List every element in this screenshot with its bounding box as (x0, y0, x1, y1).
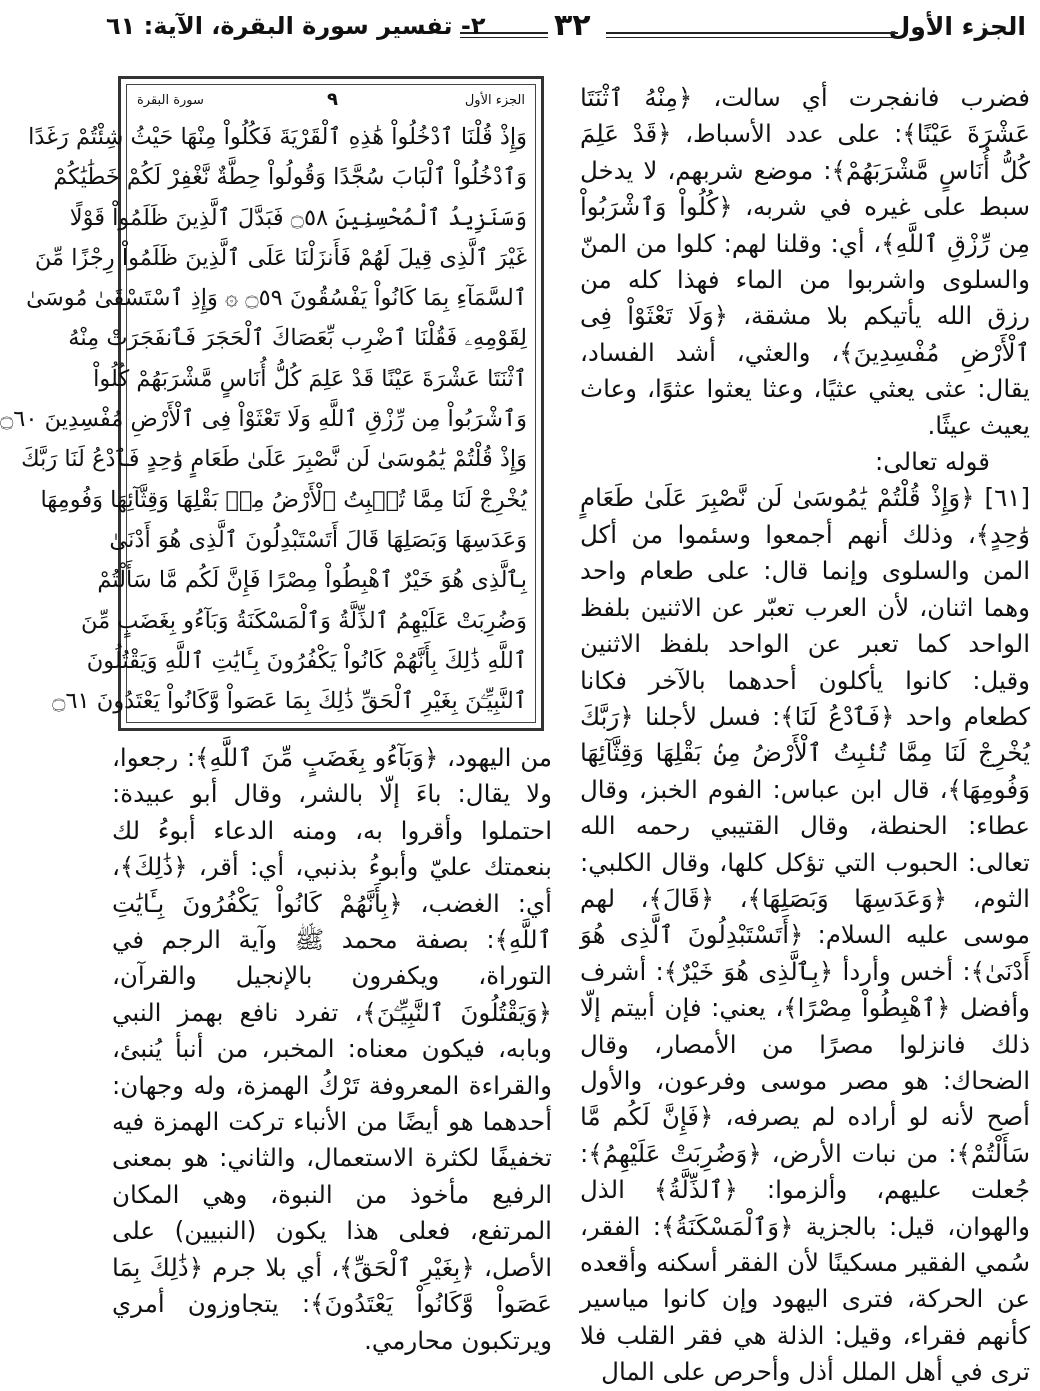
header-rule-right (606, 32, 898, 38)
mushaf-line: وَٱدْخُلُواْ ٱلْبَابَ سُجَّدًا وَقُولُواْ حِطَّةٌ نَّغْفِرْ لَكُمْ خَطَٰيَٰكُمْ (53, 164, 527, 191)
mushaf-line: وَضُرِبَتْ عَلَيْهِمُ ٱلذِّلَّةُ وَٱلْمَسْكَنَةُ وَبَآءُو بِغَضَبٍ مِّنَ (80, 607, 527, 634)
mushaf-inner-border (0, 84, 536, 723)
commentary-paragraph: من اليهود، ﴿وَبَآءُو بِغَضَبٍ مِّنَ ٱللَّهِ﴾: رجعوا، ولا يقال: باءَ إلّا بالشر، وقال أبو عبيدة: احتملوا وأقروا به، ومنه الدعاء أبوءُ لك بنعمتك عليّ وأبوءُ بذنبي، أي: أقر، ﴿ذَٰلِكَ﴾، أي: الغضب، ﴿بِأَنَّهُمْ كَانُواْ يَكْفُرُونَ بِـَٔايَٰتِ ٱللَّهِ﴾: بصفة محمد ﷺ وآية الرجم في التوراة، ويكفرون بالإنجيل والقرآن، ﴿وَيَقْتُلُونَ ٱلنَّبِيِّـۧنَ﴾، تفرد نافع بهمز النبي وبابه، فيكون معناه: المخبر، من أنبأ يُنبئ، والقراءة المعروفة تَرْكُ الهمزة، وله وجهان: أحدهما هو أيضًا من الأنباء تركت الهمزة فيه تخفيفًا لكثرة الاستعمال، والثاني: هو بمعنى الرفيع مأخوذ من النبوة، وهي المكان المرتفع، فعلى هذا يكون (النبيين) على الأصل، ﴿بِغَيْرِ ٱلْحَقِّ﴾، أي بلا جرم ﴿ذَٰلِكَ بِمَا عَصَواْ وَّكَانُواْ يَعْتَدُونَ﴾: يتجاوزون أمري ويرتكبون محارمي. (112, 743, 552, 1355)
mushaf-verses (0, 117, 527, 721)
mushaf-page-number: ٩ (327, 89, 338, 110)
mushaf-line: وَإِذْ قُلْنَا ٱدْخُلُواْ هَٰذِهِ ٱلْقَرْيَةَ فَكُلُواْ مِنْهَا حَيْثُ شِئْتُمْ رَغَدًا (28, 124, 527, 150)
mushaf-line: وَٱشْرَبُواْ مِن رِّزْقِ ٱللَّهِ وَلَا تَعْثَوْاْ فِى ٱلْأَرْضِ مُفْسِدِينَ ۝٦٠ (0, 406, 527, 433)
part-title: الجزء الأول (888, 12, 1026, 41)
mushaf-line: غَيْرَ ٱلَّذِى قِيلَ لَهُمْ فَأَنزَلْنَا عَلَى ٱلَّذِينَ ظَلَمُواْ رِجْزًا مِّنَ (34, 244, 527, 271)
mushaf-line: بِٱلَّذِى هُوَ خَيْرٌ ٱهْبِطُواْ مِصْرًا فَإِنَّ لَكُم مَّا سَأَلْتُمْ (97, 567, 527, 594)
mushaf-line: يُخْرِجْ لَنَا مِمَّا تُنۢبِتُ ٱلْأَرْضُ مِنۢ بَقْلِهَا وَقِثَّآئِهَا وَفُومِهَا (40, 486, 527, 513)
commentary-right-column (580, 80, 1030, 1387)
mushaf-line: ٱثْنَتَا عَشْرَةَ عَيْنًا قَدْ عَلِمَ كُلُّ أُنَاسٍ مَّشْرَبَهُمْ كُلُواْ (93, 365, 527, 392)
mushaf-line: ٱلسَّمَآءِ بِمَا كَانُواْ يَفْسُقُونَ ۝٥٩ ۞ وَإِذِ ٱسْتَسْقَىٰ مُوسَىٰ (26, 285, 527, 312)
page-number: ٣٢ (554, 8, 591, 43)
mushaf-line: وَسَنَزِيدُ ٱلْمُحْسِنِينَ ۝٥٨ فَبَدَّلَ ٱلَّذِينَ ظَلَمُواْ قَوْلًا (69, 204, 527, 231)
commentary-paragraph: [٦١] ﴿وَإِذْ قُلْتُمْ يَٰمُوسَىٰ لَن نَّصْبِرَ عَلَىٰ طَعَامٍ وَٰحِدٍ﴾، وذلك أنهم أجمعوا وسئموا من أكل المن والسلوى وإنما قال: على طعام واحد وهما اثنان، لأن العرب تعبّر عن الاثنين بلفظ الواحد كما تعبر عن الواحد بلفظ الاثنين وقيل: كانوا يأكلون أحدهما بالآخر فكانا كطعام واحد ﴿فَٱدْعُ لَنَا﴾: فسل لأجلنا ﴿رَبَّكَ يُخْرِجْ لَنَا مِمَّا تُنۢبِتُ ٱلْأَرْضُ مِنۢ بَقْلِهَا وَقِثَّآئِهَا وَفُومِهَا﴾، قال ابن عباس: الفوم الخبز، وقال عطاء: الحنطة، وقال القتيبي رحمه الله تعالى: الحبوب التي تؤكل كلها، وقال الكلبي: الثوم، ﴿وَعَدَسِهَا وَبَصَلِهَا﴾، ﴿قَالَ﴾، لهم موسى عليه السلام: ﴿أَتَسْتَبْدِلُونَ ٱلَّذِى هُوَ أَدْنَىٰ﴾: أخس وأردأ ﴿بِٱلَّذِى هُوَ خَيْرٌ﴾: أشرف وأفضل ﴿ٱهْبِطُواْ مِصْرًا﴾، يعني: فإن أبيتم إلّا ذلك فانزلوا مصرًا من الأمصار، وقال الضحاك: هو مصر موسى وفرعون، والأول أصح لأنه لو أراده لم يصرفه، ﴿فَإِنَّ لَكُم مَّا سَأَلْتُمْ﴾: من نبات الأرض، ﴿وَضُرِبَتْ عَلَيْهِمُ﴾: جُعلت عليهم، وألزموا: ﴿ٱلذِّلَّةُ﴾ الذل والهوان، قيل: بالجزية ﴿وَٱلْمَسْكَنَةُ﴾: الفقر، سُمي الفقير مسكينًا لأن الفقر أسكنه وأقعده عن الحركة، فترى اليهود وإن كانوا مياسير كأنهم فقراء، وقيل: الذلة هي فقر القلب فلا ترى في أهل الملل أذل وأحرص على المال (580, 483, 1030, 1387)
mushaf-line: ٱللَّهِ ذَٰلِكَ بِأَنَّهُمْ كَانُواْ يَكْفُرُونَ بِـَٔايَٰتِ ٱللَّهِ وَيَقْتُلُونَ (86, 647, 527, 674)
commentary-paragraph: فضرب فانفجرت أي سالت، ﴿مِنْهُ ٱثْنَتَا عَشْرَةَ عَيْنًا﴾: على عدد الأسباط، ﴿قَدْ عَلِمَ كُلُّ أُنَاسٍ مَّشْرَبَهُمْ﴾: موضع شربهم، لا يدخل سبط على غيره في شربه، ﴿كُلُواْ وَٱشْرَبُواْ مِن رِّزْقِ ٱللَّهِ﴾، أي: وقلنا لهم: كلوا من المنّ والسلوى واشربوا من الماء فهذا كله من رزق الله يأتيكم بلا مشقة، ﴿وَلَا تَعْثَوْاْ فِى ٱلْأَرْضِ مُفْسِدِينَ﴾، والعثي، أشد الفساد، يقال: عثى يعثي عثيًا، وعثا يعثوا عثوًا، وعاث يعيث عيثًا. (580, 83, 1030, 440)
mushaf-header (137, 89, 525, 113)
mushaf-line: ٱلنَّبِيِّـۧنَ بِغَيْرِ ٱلْحَقِّ ذَٰلِكَ بِمَا عَصَواْ وَّكَانُواْ يَعْتَدُونَ ۝٦١ (52, 688, 527, 715)
commentary-paragraph: قوله تعالى: (875, 447, 990, 477)
mushaf-line: لِقَوْمِهِۦ فَقُلْنَا ٱضْرِب بِّعَصَاكَ ٱلْحَجَرَ فَٱنفَجَرَتْ مِنْهُ (68, 325, 527, 352)
mushaf-line: وَإِذْ قُلْتُمْ يَٰمُوسَىٰ لَن نَّصْبِرَ عَلَىٰ طَعَامٍ وَٰحِدٍ فَٱدْعُ لَنَا رَبَّكَ (21, 446, 527, 473)
page-header (106, 8, 1026, 48)
section-title: ٢- تفسير سورة البقرة، الآية: ٦١ (106, 12, 486, 40)
mushaf-surah-name: سورة البقرة (137, 93, 204, 108)
commentary-left-column (112, 740, 552, 1380)
mushaf-part: الجزء الأول (464, 93, 525, 108)
mushaf-line: وَعَدَسِهَا وَبَصَلِهَا قَالَ أَتَسْتَبْدِلُونَ ٱلَّذِى هُوَ أَدْنَىٰ (109, 526, 527, 553)
mushaf-page-frame (0, 76, 544, 731)
